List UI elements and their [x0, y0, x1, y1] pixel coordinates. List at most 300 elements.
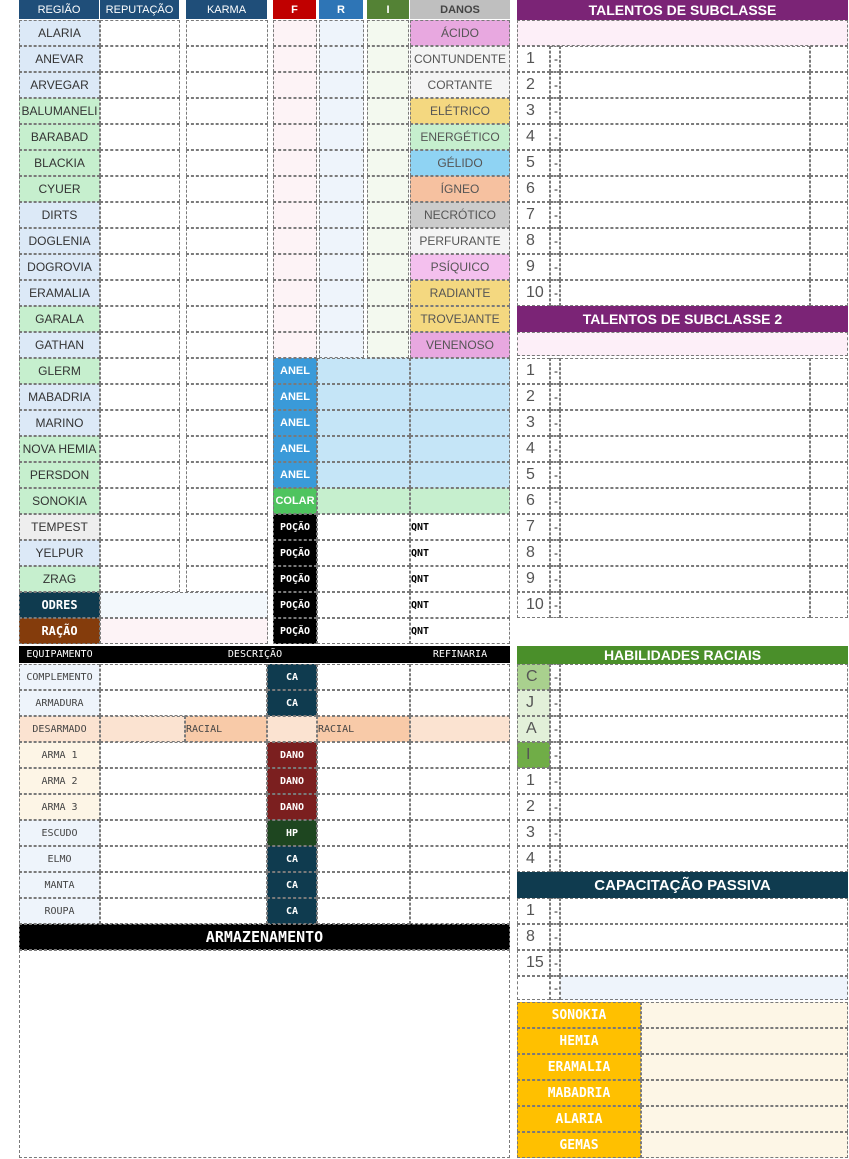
karma-field[interactable] — [186, 410, 268, 436]
talent-number: 5 — [517, 462, 550, 488]
talent-dash: - — [550, 228, 560, 254]
racao-field[interactable] — [100, 618, 268, 644]
equip-tag: HP — [267, 820, 317, 846]
racao-label: RAÇÃO — [19, 618, 100, 644]
refin-field[interactable] — [410, 794, 510, 820]
reputacao-field[interactable] — [100, 176, 180, 202]
colar-field[interactable] — [317, 488, 410, 514]
talent-dash: - — [550, 592, 560, 618]
r-field[interactable] — [319, 124, 364, 150]
hab-dash: - — [550, 664, 560, 690]
talent-dash: - — [550, 72, 560, 98]
potion-label: POÇÃO — [273, 618, 317, 644]
stat-field[interactable] — [317, 794, 410, 820]
currency-field[interactable] — [641, 1106, 848, 1132]
i-field[interactable] — [367, 150, 409, 176]
hab-dash: - — [550, 794, 560, 820]
f-field[interactable] — [273, 280, 317, 306]
talent-extra[interactable] — [810, 228, 848, 254]
equip-tag: CA — [267, 872, 317, 898]
stat-field[interactable] — [317, 846, 410, 872]
desc-field[interactable] — [100, 820, 267, 846]
talent-extra[interactable] — [810, 358, 848, 384]
f-field[interactable] — [273, 254, 317, 280]
equip-name: ARMA 1 — [19, 742, 100, 768]
talent-field[interactable] — [560, 514, 810, 540]
region-name: DOGLENIA — [19, 228, 100, 254]
karma-field[interactable] — [186, 566, 268, 592]
karma-field[interactable] — [186, 280, 268, 306]
talent-number: 1 — [517, 46, 550, 72]
talent-dash: - — [550, 124, 560, 150]
refin-field[interactable] — [410, 768, 510, 794]
talent-field[interactable] — [560, 410, 810, 436]
region-name: BALUMANELI — [19, 98, 100, 124]
i-field[interactable] — [367, 98, 409, 124]
hab-number: 1 — [517, 768, 550, 794]
talent-extra[interactable] — [810, 98, 848, 124]
ring-label: ANEL — [273, 358, 317, 384]
i-field[interactable] — [367, 254, 409, 280]
talent-extra[interactable] — [810, 592, 848, 618]
reputacao-field[interactable] — [100, 384, 180, 410]
qnt-label: QNT — [410, 566, 510, 592]
currency-field[interactable] — [641, 1028, 848, 1054]
equip-name: ARMADURA — [19, 690, 100, 716]
talent-dash: - — [550, 98, 560, 124]
talent-field[interactable] — [560, 436, 810, 462]
karma-field[interactable] — [186, 72, 268, 98]
ring-field[interactable] — [317, 384, 410, 410]
header-danos: DANOS — [410, 0, 510, 19]
ring-field[interactable] — [317, 462, 410, 488]
damage-type: TROVEJANTE — [410, 306, 510, 332]
ring-field[interactable] — [317, 358, 410, 384]
hab-dash: - — [550, 690, 560, 716]
cap-field[interactable] — [560, 976, 848, 1000]
header-i: I — [367, 0, 409, 19]
f-field[interactable] — [273, 124, 317, 150]
talent-extra[interactable] — [810, 566, 848, 592]
racial-field[interactable] — [100, 716, 185, 742]
karma-field[interactable] — [186, 384, 268, 410]
reputacao-field[interactable] — [100, 566, 180, 592]
talent-field[interactable] — [560, 540, 810, 566]
refin-header: REFINARIA — [410, 646, 510, 663]
potion-field[interactable] — [317, 566, 410, 592]
talent-number: 5 — [517, 150, 550, 176]
currency-label: MABADRIA — [517, 1080, 641, 1106]
currency-label: ALARIA — [517, 1106, 641, 1132]
talent-dash: - — [550, 254, 560, 280]
f-field[interactable] — [273, 332, 317, 358]
talent-extra[interactable] — [810, 254, 848, 280]
damage-type: RADIANTE — [410, 280, 510, 306]
karma-field[interactable] — [186, 332, 268, 358]
ring-field[interactable] — [410, 358, 510, 384]
karma-field[interactable] — [186, 488, 268, 514]
damage-type: ÍGNEO — [410, 176, 510, 202]
talent-number: 3 — [517, 98, 550, 124]
i-field[interactable] — [367, 124, 409, 150]
refin-field[interactable] — [410, 872, 510, 898]
r-field[interactable] — [319, 150, 364, 176]
equip-tag: CA — [267, 690, 317, 716]
talent-dash: - — [550, 514, 560, 540]
ring-field[interactable] — [410, 436, 510, 462]
talent-number: 2 — [517, 72, 550, 98]
hab-field[interactable] — [560, 716, 848, 742]
refin-field[interactable] — [410, 664, 510, 690]
region-name: NOVA HEMIA — [19, 436, 100, 462]
stat-field[interactable] — [317, 768, 410, 794]
region-name: DIRTS — [19, 202, 100, 228]
header-regiao: REGIÃO — [19, 0, 99, 19]
f-field[interactable] — [273, 228, 317, 254]
reputacao-field[interactable] — [100, 20, 180, 46]
r-field[interactable] — [319, 202, 364, 228]
r-field[interactable] — [319, 72, 364, 98]
karma-field[interactable] — [186, 176, 268, 202]
talent-field[interactable] — [560, 228, 810, 254]
desc-field[interactable] — [100, 846, 267, 872]
region-name: ERAMALIA — [19, 280, 100, 306]
desc-field[interactable] — [100, 690, 267, 716]
r-field[interactable] — [319, 332, 364, 358]
talent-extra[interactable] — [810, 150, 848, 176]
i-field[interactable] — [367, 202, 409, 228]
talent-extra[interactable] — [810, 514, 848, 540]
cap-field[interactable] — [560, 924, 848, 950]
r-field[interactable] — [319, 98, 364, 124]
equip-name: ROUPA — [19, 898, 100, 924]
equip-name: MANTA — [19, 872, 100, 898]
region-name: ALARIA — [19, 20, 100, 46]
r-field[interactable] — [319, 228, 364, 254]
talent-extra[interactable] — [810, 124, 848, 150]
talent-dash: - — [550, 358, 560, 384]
reputacao-field[interactable] — [100, 98, 180, 124]
talent-extra[interactable] — [810, 384, 848, 410]
talentos1-field[interactable] — [517, 20, 848, 46]
reputacao-field[interactable] — [100, 228, 180, 254]
talent-field[interactable] — [560, 384, 810, 410]
refin-field[interactable] — [410, 846, 510, 872]
reputacao-field[interactable] — [100, 280, 180, 306]
karma-field[interactable] — [186, 306, 268, 332]
stat-field[interactable] — [317, 742, 410, 768]
reputacao-field[interactable] — [100, 46, 180, 72]
karma-field[interactable] — [186, 254, 268, 280]
talent-extra[interactable] — [810, 202, 848, 228]
damage-type: ELÉTRICO — [410, 98, 510, 124]
talent-extra[interactable] — [810, 488, 848, 514]
equip-name: ARMA 2 — [19, 768, 100, 794]
reputacao-field[interactable] — [100, 436, 180, 462]
talent-dash: - — [550, 488, 560, 514]
qnt-label: QNT — [410, 514, 510, 540]
header-karma: KARMA — [186, 0, 267, 19]
cap-dash: - — [550, 898, 560, 924]
hab-dash: - — [550, 768, 560, 794]
cap-dash: - — [550, 976, 560, 1000]
f-field[interactable] — [273, 150, 317, 176]
talent-field[interactable] — [560, 566, 810, 592]
karma-field[interactable] — [186, 202, 268, 228]
refin-field[interactable] — [410, 898, 510, 924]
i-field[interactable] — [367, 280, 409, 306]
region-name: GATHAN — [19, 332, 100, 358]
karma-field[interactable] — [186, 228, 268, 254]
reputacao-field[interactable] — [100, 202, 180, 228]
talent-field[interactable] — [560, 254, 810, 280]
cap-field[interactable] — [560, 950, 848, 976]
ring-field[interactable] — [317, 436, 410, 462]
r-field[interactable] — [319, 306, 364, 332]
talent-number: 8 — [517, 228, 550, 254]
karma-field[interactable] — [186, 20, 268, 46]
karma-field[interactable] — [186, 514, 268, 540]
talent-extra[interactable] — [810, 436, 848, 462]
desc-field[interactable] — [100, 872, 267, 898]
ring-field[interactable] — [317, 410, 410, 436]
f-field[interactable] — [273, 72, 317, 98]
i-field[interactable] — [367, 332, 409, 358]
reputacao-field[interactable] — [100, 332, 180, 358]
stat-field[interactable] — [317, 690, 410, 716]
odres-label: ODRES — [19, 592, 100, 618]
talent-number: 10 — [517, 280, 550, 306]
cap-field[interactable] — [560, 898, 848, 924]
hab-field[interactable] — [560, 768, 848, 794]
talent-dash: - — [550, 150, 560, 176]
talent-field[interactable] — [560, 592, 810, 618]
talent-field[interactable] — [560, 358, 810, 384]
talent-number: 10 — [517, 592, 550, 618]
talent-dash: - — [550, 46, 560, 72]
desc-field[interactable] — [100, 768, 267, 794]
header-reputacao: REPUTAÇÃO — [100, 0, 179, 19]
talent-number: 4 — [517, 124, 550, 150]
reputacao-field[interactable] — [100, 488, 180, 514]
equip-name: ELMO — [19, 846, 100, 872]
r-field[interactable] — [319, 254, 364, 280]
talent-dash: - — [550, 462, 560, 488]
talent-field[interactable] — [560, 280, 810, 306]
cap-extra[interactable] — [517, 976, 550, 1000]
potion-label: POÇÃO — [273, 514, 317, 540]
f-field[interactable] — [273, 46, 317, 72]
r-field[interactable] — [319, 20, 364, 46]
talent-number: 4 — [517, 436, 550, 462]
potion-label: POÇÃO — [273, 540, 317, 566]
reputacao-field[interactable] — [100, 254, 180, 280]
racial-field[interactable] — [267, 716, 317, 742]
equip-tag: DANO — [267, 768, 317, 794]
reputacao-field[interactable] — [100, 462, 180, 488]
desc-field[interactable] — [100, 664, 267, 690]
hab-field[interactable] — [560, 690, 848, 716]
talent-field[interactable] — [560, 202, 810, 228]
talent-field[interactable] — [560, 176, 810, 202]
i-field[interactable] — [367, 20, 409, 46]
talent-dash: - — [550, 176, 560, 202]
hab-dash: - — [550, 716, 560, 742]
karma-field[interactable] — [186, 98, 268, 124]
hab-number: 3 — [517, 820, 550, 846]
talent-field[interactable] — [560, 462, 810, 488]
hab-title: HABILIDADES RACIAIS — [517, 646, 848, 664]
stat-field[interactable] — [317, 664, 410, 690]
hab-field[interactable] — [560, 794, 848, 820]
currency-label: GEMAS — [517, 1132, 641, 1158]
r-field[interactable] — [319, 176, 364, 202]
r-field[interactable] — [319, 46, 364, 72]
potion-field[interactable] — [317, 618, 410, 644]
ring-label: ANEL — [273, 436, 317, 462]
talent-number: 8 — [517, 540, 550, 566]
talent-field[interactable] — [560, 124, 810, 150]
ring-field[interactable] — [410, 410, 510, 436]
ring-field[interactable] — [410, 384, 510, 410]
refin-field[interactable] — [410, 716, 510, 742]
hab-field[interactable] — [560, 664, 848, 690]
damage-type: ENERGÉTICO — [410, 124, 510, 150]
hab-letter: C — [517, 664, 550, 690]
desc-field[interactable] — [100, 898, 267, 924]
equip-tag: CA — [267, 846, 317, 872]
currency-field[interactable] — [641, 1132, 848, 1158]
region-name: GLERM — [19, 358, 100, 384]
i-field[interactable] — [367, 72, 409, 98]
talent-extra[interactable] — [810, 462, 848, 488]
cap-number: 1 — [517, 898, 550, 924]
talent-extra[interactable] — [810, 540, 848, 566]
reputacao-field[interactable] — [100, 410, 180, 436]
stat-field[interactable] — [317, 872, 410, 898]
karma-field[interactable] — [186, 462, 268, 488]
karma-field[interactable] — [186, 540, 268, 566]
reputacao-field[interactable] — [100, 124, 180, 150]
desc-field[interactable] — [100, 742, 267, 768]
refin-field[interactable] — [410, 820, 510, 846]
ring-label: ANEL — [273, 384, 317, 410]
karma-field[interactable] — [186, 436, 268, 462]
talent-field[interactable] — [560, 150, 810, 176]
refin-field[interactable] — [410, 742, 510, 768]
talent-field[interactable] — [560, 488, 810, 514]
talent-field[interactable] — [560, 98, 810, 124]
currency-label: SONOKIA — [517, 1002, 641, 1028]
talentos2-field[interactable] — [517, 332, 848, 356]
potion-field[interactable] — [317, 514, 410, 540]
equip-tag: CA — [267, 898, 317, 924]
talent-extra[interactable] — [810, 176, 848, 202]
f-field[interactable] — [273, 176, 317, 202]
cap-dash: - — [550, 924, 560, 950]
stat-field[interactable] — [317, 898, 410, 924]
potion-field[interactable] — [317, 540, 410, 566]
damage-type: NECRÓTICO — [410, 202, 510, 228]
talent-field[interactable] — [560, 72, 810, 98]
f-field[interactable] — [273, 20, 317, 46]
talent-number: 7 — [517, 202, 550, 228]
refin-field[interactable] — [410, 690, 510, 716]
hab-field[interactable] — [560, 742, 848, 768]
talent-extra[interactable] — [810, 410, 848, 436]
i-field[interactable] — [367, 228, 409, 254]
equip-tag: DANO — [267, 794, 317, 820]
karma-field[interactable] — [186, 358, 268, 384]
i-field[interactable] — [367, 176, 409, 202]
colar-field[interactable] — [410, 488, 510, 514]
talent-extra[interactable] — [810, 46, 848, 72]
karma-field[interactable] — [186, 150, 268, 176]
f-field[interactable] — [273, 306, 317, 332]
damage-type: VENENOSO — [410, 332, 510, 358]
equip-name: DESARMADO — [19, 716, 100, 742]
header-f: F — [273, 0, 316, 19]
reputacao-field[interactable] — [100, 72, 180, 98]
desc-header: DESCRIÇÃO — [100, 646, 410, 663]
region-name: ZRAG — [19, 566, 100, 592]
talent-field[interactable] — [560, 46, 810, 72]
stat-field[interactable] — [317, 820, 410, 846]
i-field[interactable] — [367, 306, 409, 332]
f-field[interactable] — [273, 202, 317, 228]
hab-dash: - — [550, 742, 560, 768]
hab-field[interactable] — [560, 846, 848, 872]
reputacao-field[interactable] — [100, 540, 180, 566]
f-field[interactable] — [273, 98, 317, 124]
region-name: DOGROVIA — [19, 254, 100, 280]
karma-field[interactable] — [186, 124, 268, 150]
hab-field[interactable] — [560, 820, 848, 846]
currency-label: HEMIA — [517, 1028, 641, 1054]
currency-field[interactable] — [641, 1002, 848, 1028]
potion-field[interactable] — [317, 592, 410, 618]
talent-number: 9 — [517, 254, 550, 280]
equip-tag: DANO — [267, 742, 317, 768]
region-name: TEMPEST — [19, 514, 100, 540]
talent-dash: - — [550, 410, 560, 436]
reputacao-field[interactable] — [100, 150, 180, 176]
currency-field[interactable] — [641, 1080, 848, 1106]
hab-letter: I — [517, 742, 550, 768]
talent-extra[interactable] — [810, 72, 848, 98]
r-field[interactable] — [319, 280, 364, 306]
header-r: R — [319, 0, 363, 19]
armazenamento-area[interactable] — [19, 950, 510, 1158]
talent-extra[interactable] — [810, 280, 848, 306]
ring-field[interactable] — [410, 462, 510, 488]
currency-field[interactable] — [641, 1054, 848, 1080]
racial-label: RACIAL — [185, 716, 267, 742]
region-name: BLACKIA — [19, 150, 100, 176]
reputacao-field[interactable] — [100, 358, 180, 384]
reputacao-field[interactable] — [100, 514, 180, 540]
region-name: MARINO — [19, 410, 100, 436]
i-field[interactable] — [367, 46, 409, 72]
region-name: MABADRIA — [19, 384, 100, 410]
reputacao-field[interactable] — [100, 306, 180, 332]
region-name: CYUER — [19, 176, 100, 202]
qnt-label: QNT — [410, 592, 510, 618]
karma-field[interactable] — [186, 46, 268, 72]
desc-field[interactable] — [100, 794, 267, 820]
hab-letter: J — [517, 690, 550, 716]
odres-field[interactable] — [100, 592, 268, 618]
